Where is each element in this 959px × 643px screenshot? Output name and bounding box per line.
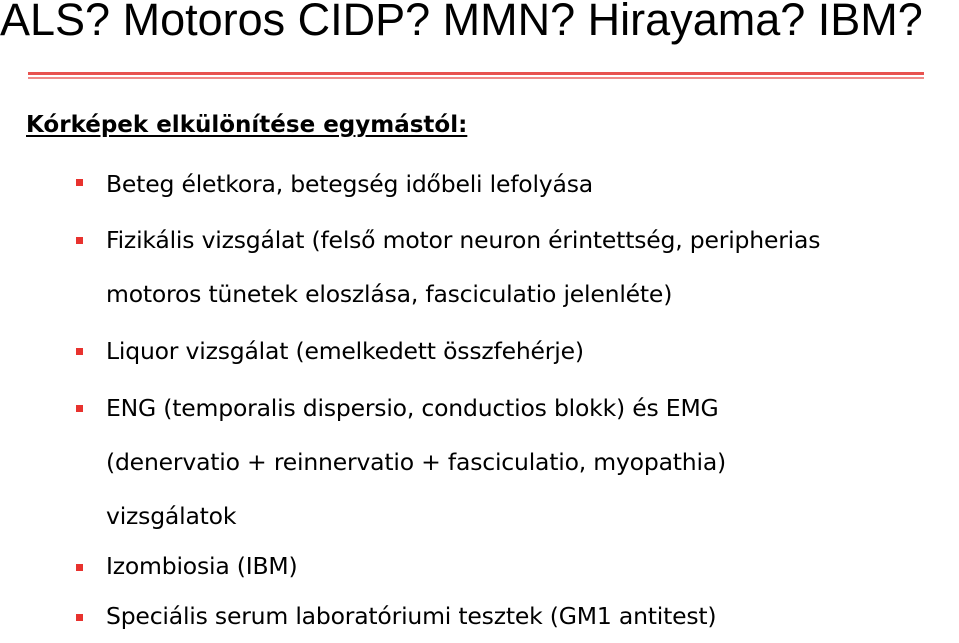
bullet-text-line: Fizikális vizsgálat (felső motor neuron érintettség, peripherias — [106, 226, 821, 254]
square-bullet-icon — [76, 405, 83, 412]
bullet-text-line: (denervatio + reinnervatio + fasciculatio, myopathia) — [106, 448, 726, 476]
title-divider — [28, 72, 924, 75]
square-bullet-icon — [76, 237, 83, 244]
square-bullet-icon — [76, 348, 83, 355]
bullet-text-line: Izombiosia (IBM) — [106, 552, 298, 580]
bullet-text-line: Liquor vizsgálat (emelkedett összfehérje) — [106, 337, 584, 365]
square-bullet-icon — [76, 614, 83, 621]
title-divider-thin — [28, 77, 924, 79]
slide-title: ALS? Motoros CIDP? MMN? Hirayama? IBM? — [0, 0, 923, 45]
bullet-text-line: vizsgálatok — [106, 502, 237, 530]
section-heading: Kórképek elkülönítése egymástól: — [26, 112, 468, 138]
bullet-text-line: motoros tünetek eloszlása, fasciculatio jelenléte) — [106, 280, 673, 308]
bullet-text-line: Beteg életkora, betegség időbeli lefolyása — [106, 170, 593, 198]
square-bullet-icon — [76, 179, 83, 186]
bullet-text-line: ENG (temporalis dispersio, conductios blokk) és EMG — [106, 394, 719, 422]
bullet-text-line: Speciális serum laboratóriumi tesztek (GM1 antitest) — [106, 602, 717, 630]
square-bullet-icon — [76, 564, 83, 571]
